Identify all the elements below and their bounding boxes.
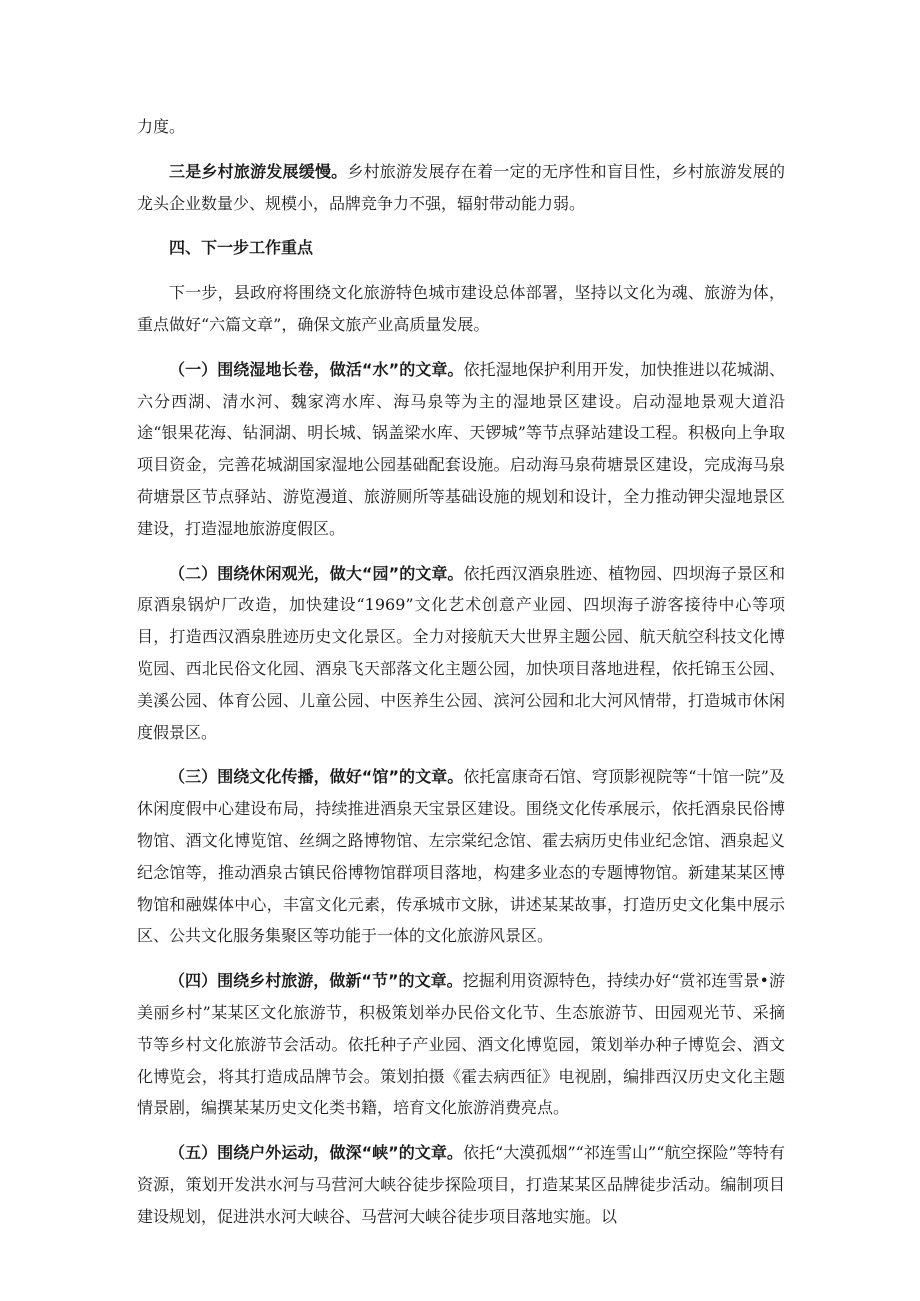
paragraph-lead: 三是乡村旅游发展缓慢。 [169,161,348,181]
paragraph-water [137,354,785,545]
paragraph-text: 依托富康奇石馆、穹顶影视院等“十馆一院”及休闲度假中心建设布局，持续推进酒泉天宝景区建设。围绕文化传承展示，依托酒泉民俗博物馆、酒文化博览馆、丝绸之路博物馆、左宗棠纪念馆、霍去病历史伟业纪念馆、酒泉起义纪念馆等，推动酒泉古镇民俗博物馆群项目落地，构建多业态的专题博物馆。新建某某区博物馆和融媒体中心，丰富文化元素，传承城市文脉，讲述某某故事，打造历史文化集中展示区、公共文化服务集聚区等功能于一体的文化旅游风景区。 [137,767,785,946]
paragraph-lead: （四）围绕乡村旅游，做新“节”的文章。 [169,971,463,991]
paragraph-lead: （五）围绕户外运动，做深“峡”的文章。 [169,1143,463,1163]
paragraph-canyon [137,1137,785,1232]
paragraph-rural-tourism-issue [137,156,785,220]
paragraph-intro [137,277,785,341]
paragraph-museum [137,761,785,952]
paragraph-text: 力度。 [137,117,186,136]
paragraph-text: 乡村旅游发展存在着一定的无序性和盲目性，乡村旅游发展的龙头企业数量少、规模小，品牌竞争力不强，辐射带动能力弱。 [137,161,785,213]
paragraph-lead: （三）围绕文化传播，做好“馆”的文章。 [169,767,464,787]
document-body [137,111,785,1233]
paragraph-text: 依托西汉酒泉胜迹、植物园、四坝海子景区和原酒泉锅炉厂改造，加快建设“1969”文化艺术创意产业园、四坝海子游客接待中心等项目，打造西汉酒泉胜迹历史文化景区。全力对接航天大世界主题公园、航天航空科技文化博览园、西北民俗文化园、酒泉飞天部落文化主题公园，加快项目落地进程，依托锦玉公园、美溪公园、体育公园、儿童公园、中医养生公园、滨河公园和北大河风情带，打造城市休闲度假景区。 [137,563,785,742]
paragraph-text: 依托湿地保护利用开发，加快推进以花城湖、六分西湖、清水河、魏家湾水库、海马泉等为主的湿地景区建设。启动湿地景观大道沿途“银果花海、钻洞湖、明长城、锅盖梁水库、天锣城”等节点驿站建设工程。积极向上争取项目资金，完善花城湖国家湿地公园基础配套设施。启动海马泉荷塘景区建设，完成海马泉荷塘景区节点驿站、游览漫道、旅游厕所等基础设施的规划和设计，全力推动钾尖湿地景区建设，打造湿地旅游度假区。 [137,359,785,538]
paragraph-garden [137,558,785,749]
paragraph-text: 依托“大漠孤烟”“祁连雪山”“航空探险”等特有资源，策划开发洪水河与马营河大峡谷徒步探险项目，打造某某区品牌徒步活动。编制项目建设规划，促进洪水河大峡谷、马营河大峡谷徒步项目落地实施。以 [137,1143,785,1226]
paragraph-festival [137,965,785,1124]
paragraph-text: 挖掘利用资源特色，持续办好“赏祁连雪景•游美丽乡村”某某区文化旅游节，积极策划举办民俗文化节、生态旅游节、田园观光节、采摘节等乡村文化旅游节会活动。依托种子产业园、酒文化博览园，策划举办种子博览会、酒文化博览会，将其打造成品牌节会。策划拍摄《霍去病西征》电视剧，编排西汉历史文化主题情景剧，编撰某某历史文化类书籍，培育文化旅游消费亮点。 [137,971,785,1118]
paragraph-lead: （二）围绕休闲观光，做大“园”的文章。 [169,563,464,583]
paragraph-continuation [137,111,785,143]
paragraph-text: 下一步，县政府将围绕文化旅游特色城市建设总体部署，坚持以文化为魂、旅游为体，重点做好“六篇文章”，确保文旅产业高质量发展。 [137,283,785,334]
section-heading: 四、下一步工作重点 [169,238,314,258]
paragraph-lead: （一）围绕湿地长卷，做活“水”的文章。 [169,359,464,379]
